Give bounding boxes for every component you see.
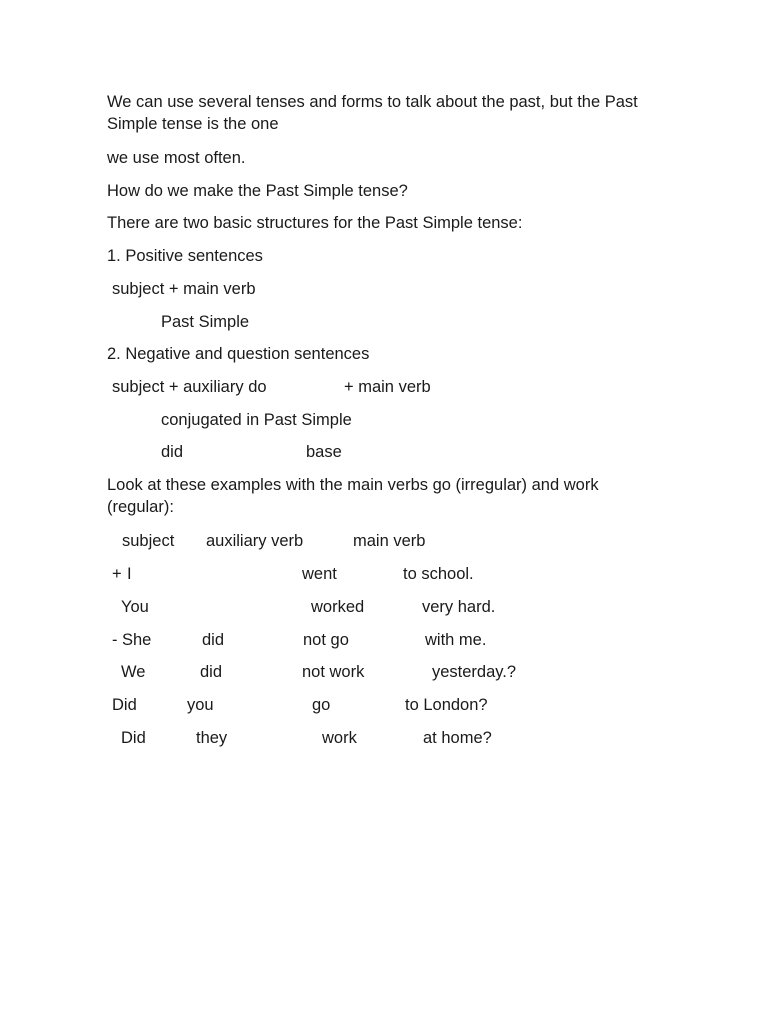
row-3-rest: with me.: [425, 631, 487, 649]
positive-formula: subject + main verb: [112, 280, 256, 298]
row-6-rest: at home?: [423, 729, 492, 747]
row-3-mark: -: [112, 631, 118, 649]
row-6-aux: they: [196, 729, 228, 747]
header-subject: subject: [122, 532, 175, 550]
negative-heading: 2. Negative and question sentences: [107, 345, 370, 363]
row-4-subject: We: [121, 663, 146, 681]
row-6-verb: work: [322, 729, 357, 747]
row-3-subject: She: [122, 631, 152, 649]
row-4-verb: not work: [302, 663, 365, 681]
row-5-rest: to London?: [405, 696, 488, 714]
row-4-aux: did: [200, 663, 223, 681]
row-3-aux: did: [202, 631, 225, 649]
negative-base: base: [306, 443, 342, 461]
examples-intro: Look at these examples with the main verbs go (irregular) and work (regular):: [107, 476, 599, 516]
row-2-rest: very hard.: [422, 598, 496, 616]
row-4-rest: yesterday.?: [432, 663, 517, 681]
negative-formula-right: + main verb: [344, 378, 431, 396]
positive-heading: 1. Positive sentences: [107, 247, 263, 265]
header-auxiliary-verb: auxiliary verb: [206, 532, 304, 550]
row-5-subject: Did: [112, 696, 137, 714]
intro-paragraph: We can use several tenses and forms to talk about the past, but the Past Simple tense is the one: [107, 93, 638, 133]
row-2-subject: You: [121, 598, 149, 616]
negative-note: conjugated in Past Simple: [161, 411, 352, 429]
row-6-subject: Did: [121, 729, 146, 747]
row-3-verb: not go: [303, 631, 349, 649]
row-5-verb: go: [312, 696, 331, 714]
header-main-verb: main verb: [353, 532, 426, 550]
row-1-mark: +: [112, 565, 122, 583]
row-5-aux: you: [187, 696, 214, 714]
intro-paragraph-continued: we use most often.: [107, 149, 246, 167]
negative-did: did: [161, 443, 184, 461]
row-2-verb: worked: [311, 598, 365, 616]
structures-line: There are two basic structures for the Past Simple tense:: [107, 214, 523, 232]
row-1-verb: went: [302, 565, 337, 583]
positive-note: Past Simple: [161, 313, 250, 331]
negative-formula-left: subject + auxiliary do: [112, 378, 267, 396]
row-1-subject: I: [127, 565, 132, 583]
question-line: How do we make the Past Simple tense?: [107, 182, 408, 200]
row-1-rest: to school.: [403, 565, 474, 583]
